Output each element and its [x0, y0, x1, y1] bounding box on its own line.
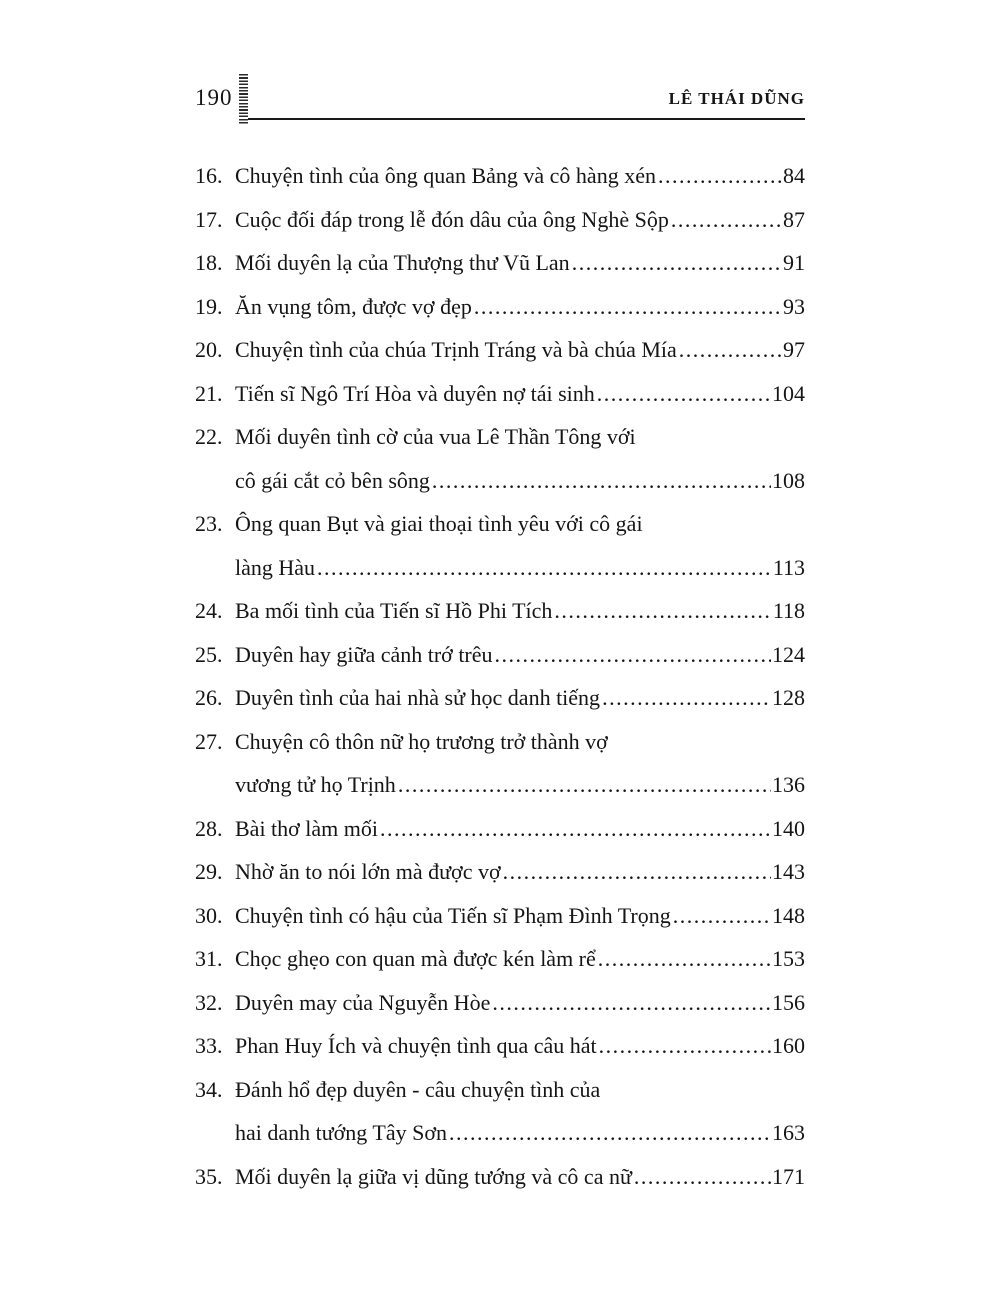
dot-leader	[495, 633, 771, 677]
toc-entry	[195, 241, 805, 285]
entry-title: Duyên hay giữa cảnh trớ trêu	[235, 641, 493, 667]
entry-title: Bài thơ làm mối	[235, 815, 379, 841]
entry-number: 24.	[195, 598, 223, 623]
entry-line	[235, 763, 805, 807]
entry-number: 34.	[195, 1076, 223, 1102]
entry-title: Phan Huy Ích và chuyện tình qua câu hát	[235, 1033, 597, 1058]
toc-entry	[195, 589, 805, 633]
entry-line	[235, 850, 805, 894]
entry-page: 160	[772, 1033, 805, 1058]
toc-entry	[195, 1024, 805, 1068]
dot-leader	[634, 1155, 771, 1199]
toc-entry	[195, 937, 805, 981]
toc-entry	[195, 154, 805, 198]
entry-page: 118	[772, 598, 805, 623]
toc-entry	[195, 720, 805, 807]
entry-lines	[235, 1024, 805, 1068]
entry-title: Nhờ ăn to nói lớn mà được vợ	[235, 859, 501, 884]
entry-lines	[235, 850, 805, 894]
entry-line	[235, 198, 805, 242]
entry-number: 22.	[195, 424, 223, 449]
dot-leader	[554, 589, 771, 633]
entry-line	[235, 633, 805, 677]
entry-line	[235, 676, 805, 720]
entry-lines	[235, 198, 805, 242]
dot-leader	[503, 850, 771, 894]
dot-leader	[671, 198, 782, 242]
entry-number: 21.	[195, 380, 223, 406]
entry-lines	[235, 241, 805, 285]
entry-line	[235, 894, 805, 938]
entry-line	[235, 807, 805, 851]
toc	[195, 154, 805, 1198]
entry-page: 87	[783, 206, 805, 232]
dot-leader	[317, 546, 772, 590]
entry-number: 17.	[195, 206, 223, 232]
toc-entry	[195, 850, 805, 894]
entry-number: 16.	[195, 163, 223, 188]
entry-lines	[235, 720, 805, 807]
entry-line	[235, 720, 805, 764]
toc-entry	[195, 198, 805, 242]
entry-line	[235, 241, 805, 285]
page-header	[195, 72, 805, 124]
entry-number: 20.	[195, 337, 223, 362]
dot-leader	[602, 676, 771, 720]
entry-page: 153	[772, 946, 805, 971]
entry-number: 26.	[195, 685, 223, 710]
entry-title: Đánh hổ đẹp duyên - câu chuyện tình của	[235, 1076, 601, 1102]
entry-title: Ông quan Bụt và giai thoại tình yêu với cô gái	[235, 511, 643, 536]
entry-page: 136	[772, 772, 805, 797]
entry-lines	[235, 807, 805, 851]
entry-title: vương tử họ Trịnh	[235, 772, 396, 797]
entry-title: Tiến sĩ Ngô Trí Hòa và duyên nợ tái sinh	[235, 380, 595, 406]
entry-line	[235, 372, 805, 416]
page-number: 190	[195, 85, 233, 110]
entry-title: Mối duyên lạ của Thượng thư Vũ Lan	[235, 250, 570, 275]
entry-lines	[235, 285, 805, 329]
entry-number: 33.	[195, 1033, 223, 1058]
dot-leader	[599, 1024, 771, 1068]
dot-leader	[658, 154, 782, 198]
dot-leader	[572, 241, 782, 285]
toc-entry	[195, 372, 805, 416]
entry-page: 93	[783, 293, 805, 319]
entry-page: 140	[772, 815, 805, 841]
header-rule	[248, 89, 805, 120]
dot-leader	[398, 763, 771, 807]
entry-page: 84	[783, 163, 805, 188]
entry-number: 29.	[195, 859, 223, 884]
entry-line	[235, 589, 805, 633]
entry-lines	[235, 372, 805, 416]
entry-title: cô gái cắt cỏ bên sông	[235, 467, 430, 493]
entry-page: 156	[772, 989, 805, 1015]
entry-line	[235, 328, 805, 372]
entry-number: 32.	[195, 989, 223, 1015]
entry-lines	[235, 1155, 805, 1199]
toc-entry	[195, 502, 805, 589]
entry-title: Ba mối tình của Tiến sĩ Hồ Phi Tích	[235, 598, 553, 623]
entry-lines	[235, 328, 805, 372]
entry-line	[235, 502, 805, 546]
entry-page: 128	[772, 685, 805, 710]
entry-number: 30.	[195, 902, 223, 928]
toc-entry	[195, 981, 805, 1025]
entry-page: 124	[772, 641, 805, 667]
entry-title: Chuyện tình có hậu của Tiến sĩ Phạm Đình Trọng	[235, 902, 671, 928]
entry-line	[235, 937, 805, 981]
entry-lines	[235, 589, 805, 633]
entry-page: 143	[772, 859, 805, 884]
toc-entry	[195, 807, 805, 851]
dot-leader	[598, 937, 771, 981]
entry-lines	[235, 894, 805, 938]
entry-line	[235, 1111, 805, 1155]
entry-lines	[235, 502, 805, 589]
toc-entry	[195, 1068, 805, 1155]
entry-line	[235, 1155, 805, 1199]
entry-lines	[235, 633, 805, 677]
dot-leader	[673, 894, 771, 938]
header-ornament-bar	[239, 74, 248, 124]
entry-title: làng Hàu	[235, 554, 316, 580]
entry-title: Chuyện tình của chúa Trịnh Tráng và bà chúa Mía	[235, 337, 677, 362]
entry-title: Chuyện cô thôn nữ họ trương trở thành vợ	[235, 728, 608, 754]
entry-title: Duyên may của Nguyễn Hòe	[235, 989, 491, 1015]
entry-title: Chuyện tình của ông quan Bảng và cô hàng xén	[235, 163, 656, 188]
entry-title: Ăn vụng tôm, được vợ đẹp	[235, 293, 472, 319]
toc-entry	[195, 1155, 805, 1199]
entry-number: 19.	[195, 293, 223, 319]
dot-leader	[380, 807, 771, 851]
entry-page: 108	[772, 467, 805, 493]
entry-page: 97	[783, 337, 805, 362]
entry-line	[235, 981, 805, 1025]
entry-line	[235, 459, 805, 503]
entry-page: 104	[772, 380, 805, 406]
toc-entry	[195, 676, 805, 720]
entry-page: 113	[772, 554, 805, 580]
entry-number: 23.	[195, 511, 223, 536]
entry-line	[235, 154, 805, 198]
entry-line	[235, 546, 805, 590]
entry-number: 25.	[195, 641, 223, 667]
entry-page: 163	[772, 1120, 805, 1145]
dot-leader	[474, 285, 782, 329]
author-name: LÊ THÁI DŨNG	[668, 89, 805, 108]
entry-lines	[235, 937, 805, 981]
entry-number: 28.	[195, 815, 223, 841]
dot-leader	[679, 328, 782, 372]
toc-entry	[195, 894, 805, 938]
entry-page: 148	[772, 902, 805, 928]
toc-entry	[195, 415, 805, 502]
entry-lines	[235, 981, 805, 1025]
entry-title: Mối duyên tình cờ của vua Lê Thần Tông với	[235, 424, 636, 449]
entry-title: Mối duyên lạ giữa vị dũng tướng và cô ca nữ	[235, 1163, 632, 1189]
toc-entry	[195, 328, 805, 372]
entry-lines	[235, 676, 805, 720]
dot-leader	[492, 981, 771, 1025]
toc-entry	[195, 285, 805, 329]
entry-page: 171	[772, 1163, 805, 1189]
entry-page: 91	[783, 250, 805, 275]
entry-line	[235, 415, 805, 459]
entry-lines	[235, 415, 805, 502]
entry-line	[235, 1068, 805, 1112]
dot-leader	[449, 1111, 771, 1155]
entry-number: 18.	[195, 250, 223, 275]
entry-lines	[235, 1068, 805, 1155]
entry-number: 31.	[195, 946, 223, 971]
entry-title: Duyên tình của hai nhà sử học danh tiếng	[235, 685, 601, 710]
entry-line	[235, 1024, 805, 1068]
entry-title: Cuộc đối đáp trong lễ đón dâu của ông Nghè Sộp	[235, 206, 669, 232]
entry-number: 27.	[195, 728, 223, 754]
entry-title: Chọc ghẹo con quan mà được kén làm rể	[235, 946, 596, 971]
entry-title: hai danh tướng Tây Sơn	[235, 1120, 447, 1145]
dot-leader	[432, 459, 771, 503]
entry-number: 35.	[195, 1163, 223, 1189]
toc-entry	[195, 633, 805, 677]
entry-line	[235, 285, 805, 329]
dot-leader	[597, 372, 771, 416]
entry-lines	[235, 154, 805, 198]
